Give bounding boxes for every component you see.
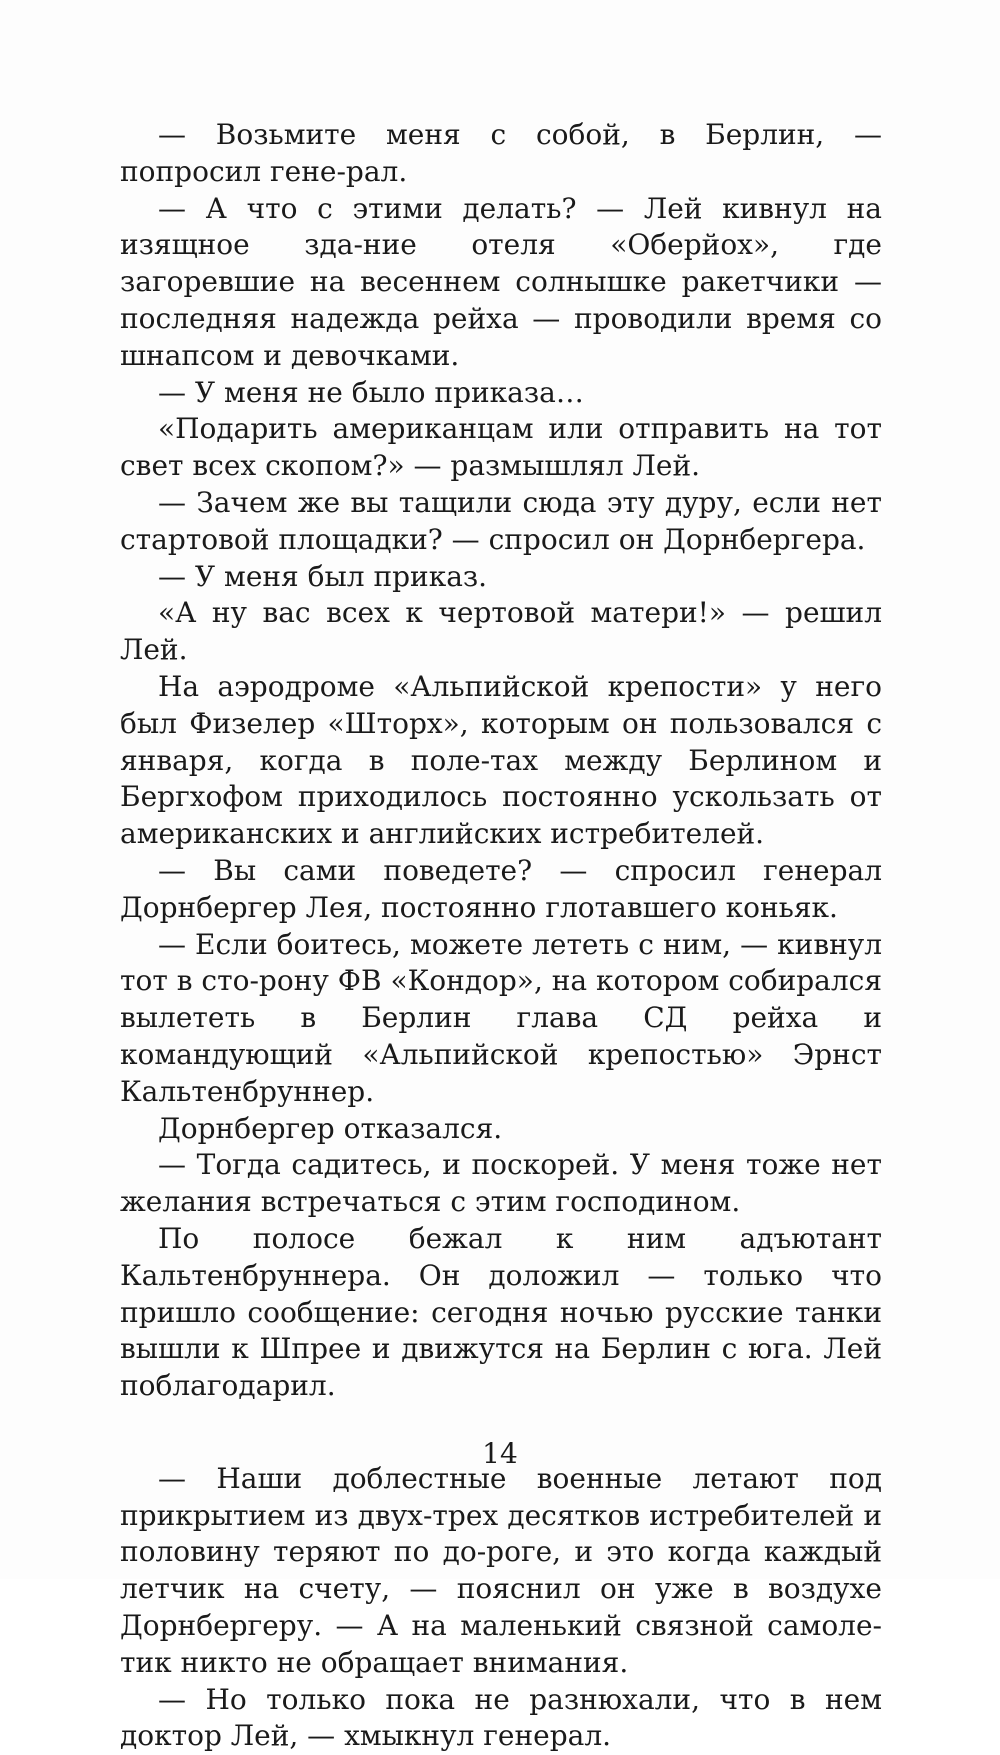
paragraph: «А ну вас всех к чертовой матери!» — решил Лей. [120,596,882,667]
paragraph: — Возьмите меня с собой, в Берлин, — попросил гене-рал. [120,118,882,188]
paragraph: — А что с этими делать? — Лей кивнул на изящное зда-ние отеля «Оберйох», где загоревшие на весеннем солнышке ракетчики — последняя надежда рейха — проводили время со шнапсом и девочками. [120,191,882,372]
paragraph: На аэродроме «Альпийской крепости» у него был Физелер «Шторх», которым он пользовался с января, когда в поле-тах между Берлином и Бергхофом приходилось постоянно ускользать от американских и английских истребителей. [120,669,882,851]
paragraph: — Но только пока не разнюхали, что в нем доктор Лей, — хмыкнул генерал. [120,1682,882,1753]
paragraph: «Подарить американцам или отправить на тот свет всех скопом?» — размышлял Лей. [120,412,882,483]
page-number: 14 [482,1437,518,1470]
paragraph: — У меня не было приказа… [158,375,584,409]
paragraph: Дорнбергер отказался. [158,1111,503,1145]
paragraph: — У меня был приказ. [158,559,488,593]
paragraph: — Вы сами поведете? — спросил генерал Дорнбергер Лея, постоянно глотавшего коньяк. [120,853,882,924]
paragraph: — Тогда садитесь, и поскорей. У меня тоже нет желания встречаться с этим господином. [120,1148,882,1219]
paragraph: — Зачем же вы тащили сюда эту дуру, если нет стартовой площадки? — спросил он Дорнбергера. [120,485,882,556]
paragraph: — Если боитесь, можете лететь с ним, — кивнул тот в сто-рону ФВ «Кондор», на котором собирался вылететь в Берлин глава СД рейха и командующий «Альпийской крепостью» Эрнст Кальтенбруннер. [120,927,882,1108]
paragraph: По полосе бежал к ним адъютант Кальтенбруннера. Он доложил — только что пришло сообщение: сегодня ночью русские танки вышли к Шпрее и движутся на Берлин с юга. Лей поблагодарил. [120,1221,882,1403]
body-text [120,117,882,1755]
paragraph: — Наши доблестные военные летают под прикрытием из двух-трех десятков истребителей и половину теряют по до-роге, и это когда каждый летчик на счету, — пояснил он уже в воздухе Дорнбергеру. — А на маленький связной самоле-тик никто не обращает внимания. [120,1461,882,1679]
